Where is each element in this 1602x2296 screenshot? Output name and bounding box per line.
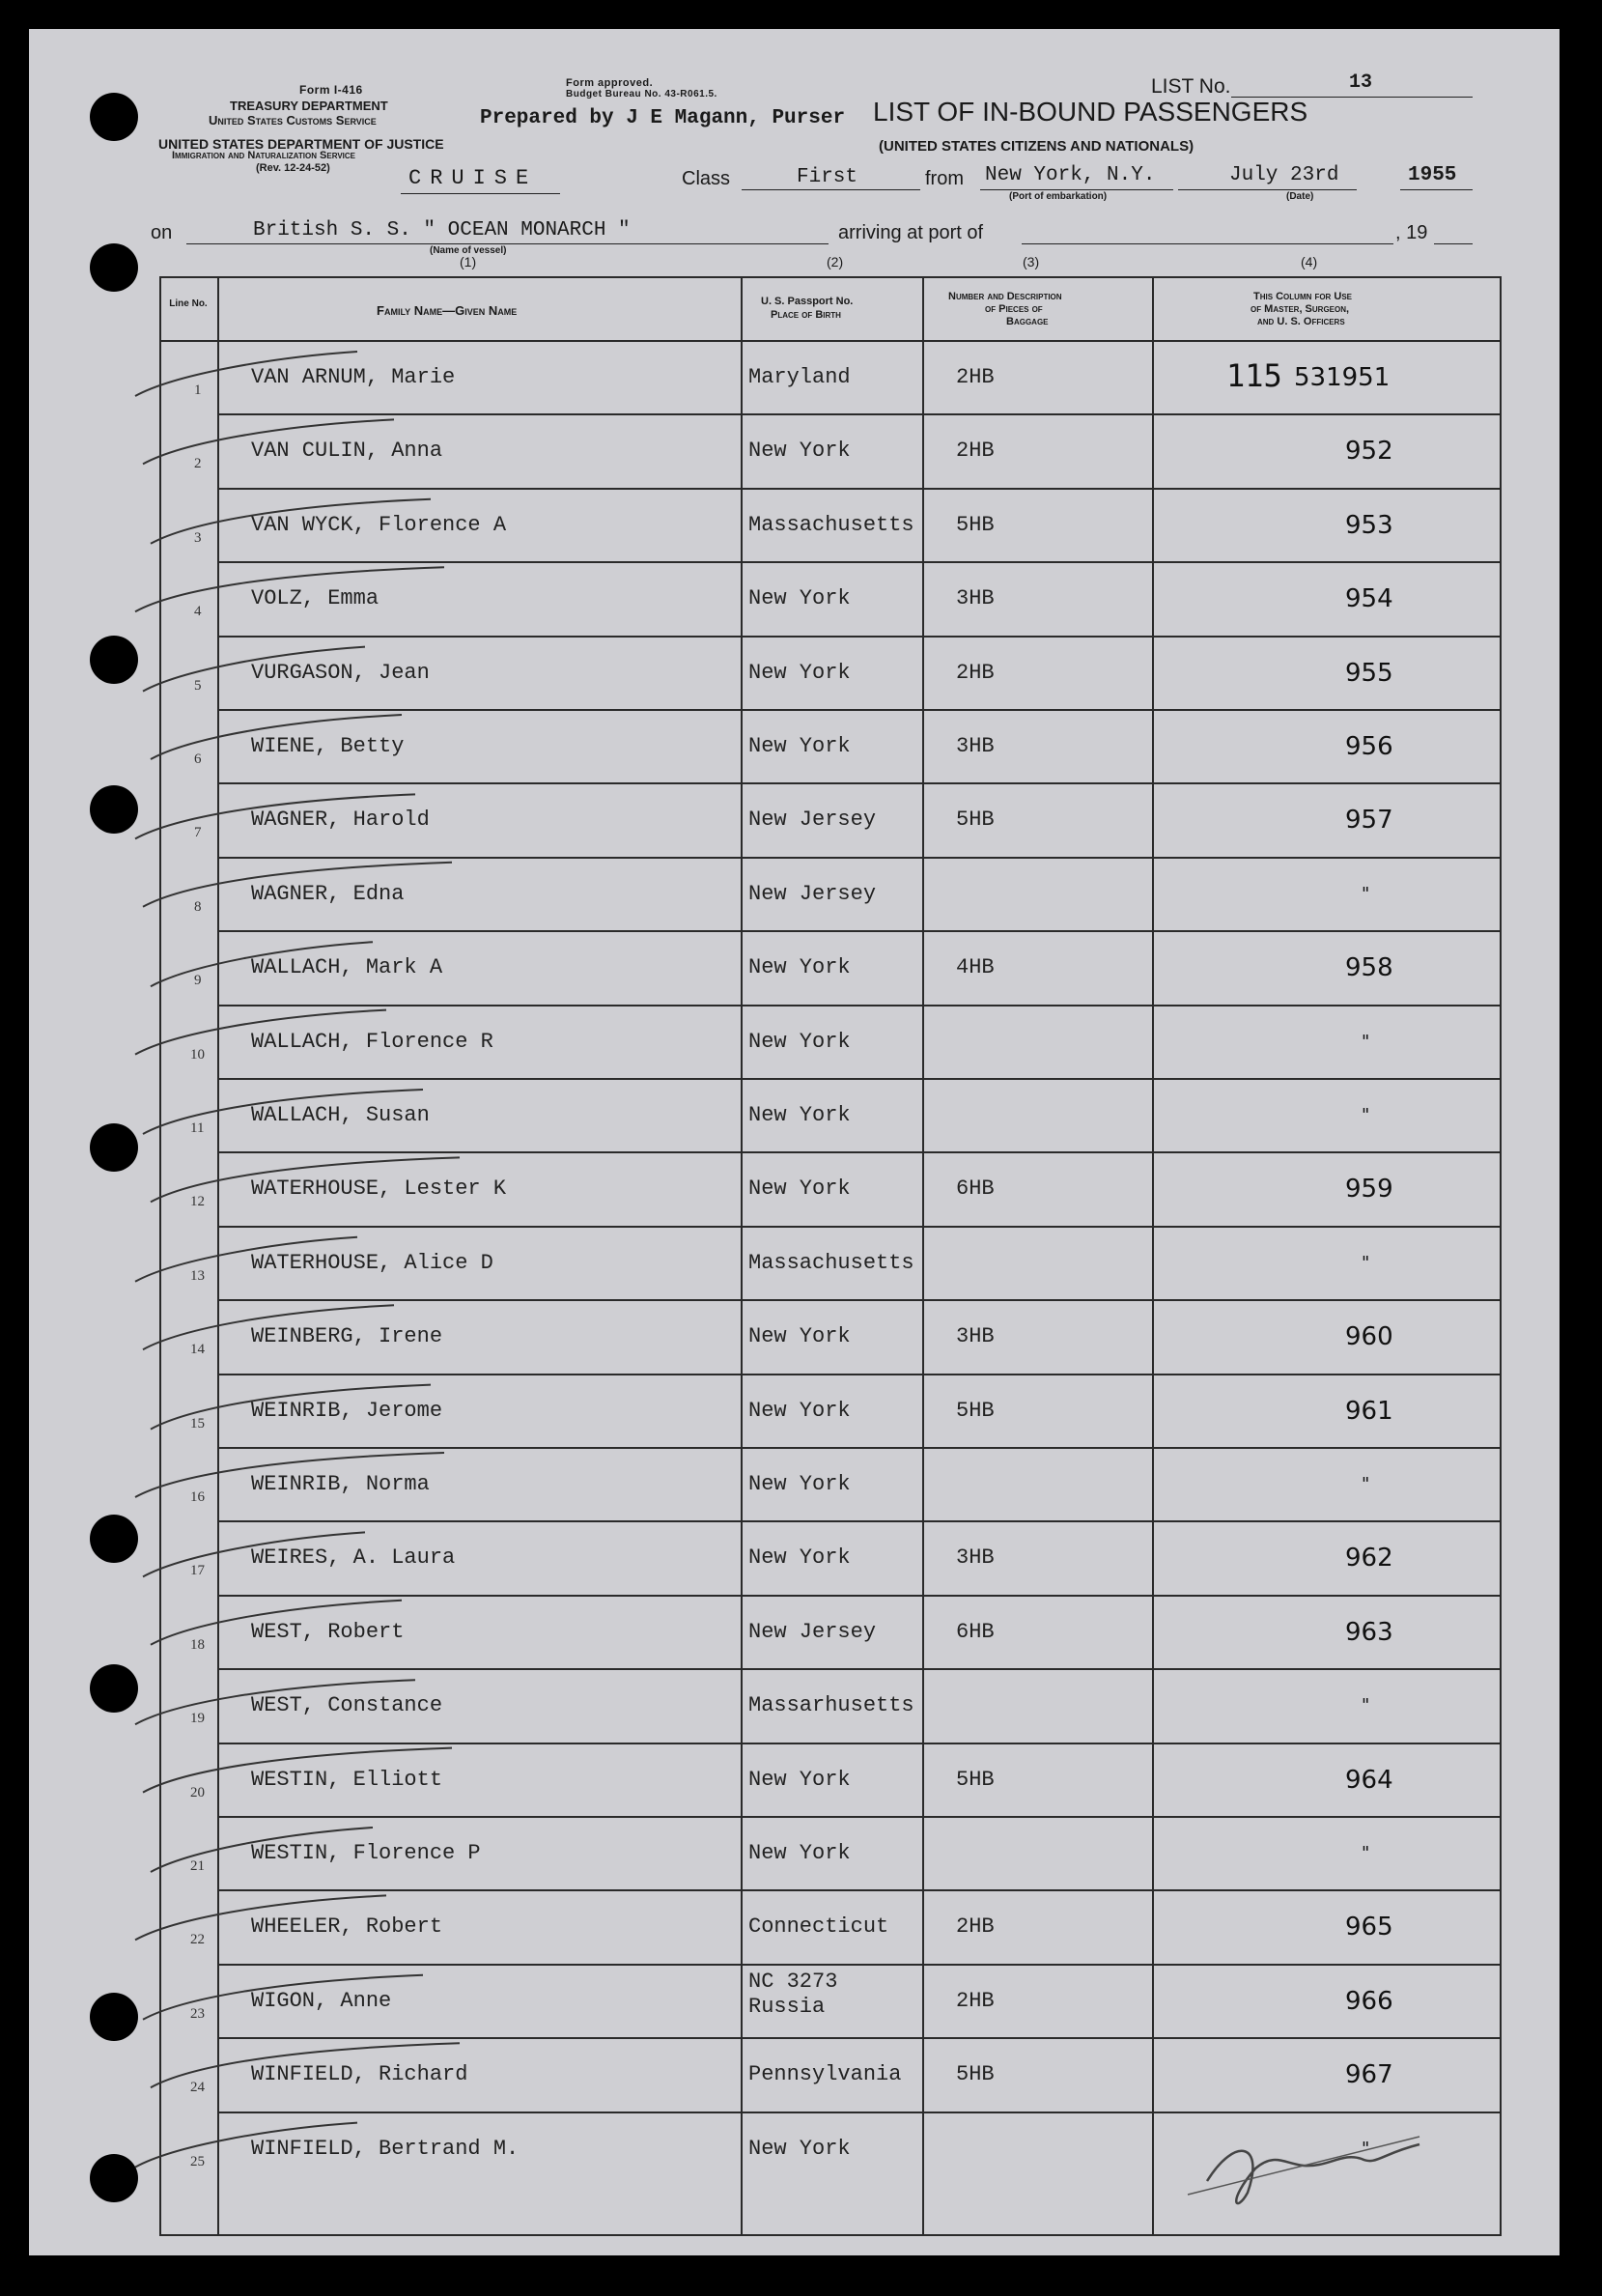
treasury-label: TREASURY DEPARTMENT <box>230 99 388 113</box>
line-number: 4 <box>194 604 202 620</box>
baggage-count: 5HB <box>956 2062 995 2087</box>
baggage-count: 3HB <box>956 1545 995 1571</box>
place-of-birth: New York <box>748 1324 851 1349</box>
officer-number: 959 <box>1345 1175 1393 1205</box>
place-of-birth: Russia <box>748 1994 826 2019</box>
passenger-name: WAGNER, Edna <box>251 881 405 906</box>
line-number: 21 <box>190 1858 205 1874</box>
officer-number: 956 <box>1345 732 1393 761</box>
officer-number: 954 <box>1345 584 1393 614</box>
officer-number: 961 <box>1345 1396 1393 1426</box>
place-of-birth: New York <box>748 2136 851 2161</box>
place-of-birth: New York <box>748 660 851 685</box>
column-number-4: (4) <box>1301 254 1318 269</box>
line-number: 1 <box>194 383 202 398</box>
officer-number: " <box>1362 1843 1370 1863</box>
passenger-name: WINFIELD, Richard <box>251 2062 468 2087</box>
passenger-name: WIGON, Anne <box>251 1988 392 2013</box>
passenger-name: WEST, Robert <box>251 1619 405 1644</box>
line-number: 17 <box>190 1563 205 1579</box>
officer-number: 965 <box>1345 1913 1393 1942</box>
list-subtitle: (UNITED STATES CITIZENS AND NATIONALS) <box>879 138 1194 155</box>
baggage-count: 5HB <box>956 1767 995 1792</box>
place-of-birth: New Jersey <box>748 1619 877 1644</box>
manifest-page <box>29 29 1560 2255</box>
annotation-115: 115 <box>1226 357 1282 394</box>
line-number: 8 <box>194 898 202 915</box>
baggage-count: 2HB <box>956 439 995 464</box>
line-number: 13 <box>190 1267 205 1284</box>
baggage-count: 2HB <box>956 365 995 389</box>
passenger-name: WATERHOUSE, Alice D <box>251 1250 493 1275</box>
officer-number: " <box>1362 883 1370 904</box>
place-of-birth: New York <box>748 1176 851 1202</box>
list-no-value: 13 <box>1349 71 1373 94</box>
line-number: 5 <box>194 677 202 694</box>
officer-number: " <box>1362 1252 1370 1273</box>
arriving-label: arriving at port of <box>838 222 984 243</box>
line-number: 24 <box>190 2080 205 2096</box>
list-no-label: LIST No. <box>1151 75 1231 98</box>
passenger-name: WESTIN, Florence P <box>251 1841 481 1865</box>
justice-label: UNITED STATES DEPARTMENT OF JUSTICE <box>158 136 444 152</box>
form-approval: Form approved. <box>566 77 654 89</box>
class-label: Class <box>682 168 731 189</box>
budget-number: Budget Bureau No. 43-R061.5. <box>566 89 717 99</box>
header-family-name: Family Name—Given Name <box>377 303 518 318</box>
passenger-name: WALLACH, Florence R <box>251 1029 493 1054</box>
port-of-embarkation: New York, N.Y. <box>985 164 1156 186</box>
passenger-name: WHEELER, Robert <box>251 1914 443 1940</box>
officer-number: 957 <box>1345 806 1393 836</box>
port-caption: (Port of embarkation) <box>1009 191 1108 202</box>
place-of-birth: New York <box>748 1472 851 1496</box>
officer-number: " <box>1362 2138 1370 2159</box>
place-of-birth: New Jersey <box>748 808 877 833</box>
passport-number: NC 3273 <box>748 1969 838 1994</box>
passenger-name: WAGNER, Harold <box>251 808 430 833</box>
vessel-caption: (Name of vessel) <box>430 245 507 256</box>
baggage-count: 4HB <box>956 955 995 980</box>
line-number: 6 <box>194 751 202 767</box>
officer-signature <box>29 29 1560 2255</box>
passenger-name: WEINRIB, Jerome <box>251 1398 443 1423</box>
officer-number: 963 <box>1345 1617 1393 1647</box>
passenger-name: WINFIELD, Bertrand M. <box>251 2136 520 2161</box>
header-place-of-birth: Place of Birth <box>771 309 841 321</box>
header-baggage-3: Baggage <box>1006 316 1049 327</box>
line-number: 19 <box>190 1711 205 1727</box>
line-number: 15 <box>190 1415 205 1431</box>
header-officers-2: of Master, Surgeon, <box>1251 303 1350 315</box>
year-value: 1955 <box>1408 164 1457 186</box>
list-title: LIST OF IN-BOUND PASSENGERS <box>873 97 1308 127</box>
header-officers-1: This Column for Use <box>1253 291 1352 302</box>
column-number-2: (2) <box>827 254 844 269</box>
from-label: from <box>925 168 964 189</box>
baggage-count: 3HB <box>956 1324 995 1349</box>
line-number: 18 <box>190 1636 205 1653</box>
line-number: 9 <box>194 973 202 989</box>
officer-number: 964 <box>1345 1765 1393 1795</box>
passenger-name: WEINRIB, Norma <box>251 1472 430 1496</box>
baggage-count: 6HB <box>956 1176 995 1202</box>
place-of-birth: New York <box>748 1767 851 1792</box>
place-of-birth: Massarhusetts <box>748 1693 914 1718</box>
place-of-birth: New York <box>748 734 851 758</box>
baggage-count: 2HB <box>956 1988 995 2013</box>
officer-number: " <box>1362 1105 1370 1125</box>
place-of-birth: Massachusetts <box>748 512 914 537</box>
officer-number: " <box>1362 1695 1370 1716</box>
line-number: 12 <box>190 1194 205 1210</box>
passenger-name: WALLACH, Susan <box>251 1103 430 1127</box>
header-passport: U. S. Passport No. <box>761 296 854 307</box>
passenger-name: WEINBERG, Irene <box>251 1324 443 1349</box>
line-number: 11 <box>190 1120 205 1136</box>
passenger-name: VAN WYCK, Florence A <box>251 512 507 537</box>
place-of-birth: Massachusetts <box>748 1250 914 1275</box>
passenger-name: WATERHOUSE, Lester K <box>251 1176 507 1202</box>
date-value: July 23rd <box>1229 164 1339 186</box>
officer-number: 531951 <box>1294 363 1391 392</box>
date-caption: (Date) <box>1286 191 1314 202</box>
place-of-birth: New Jersey <box>748 881 877 906</box>
line-number: 14 <box>190 1342 205 1358</box>
officer-number: 960 <box>1345 1322 1393 1352</box>
ins-label: Immigration and Naturalization Service <box>172 150 356 161</box>
officer-number: 958 <box>1345 953 1393 983</box>
line-number: 3 <box>194 529 202 546</box>
passenger-name: VAN CULIN, Anna <box>251 439 443 464</box>
officer-number: 952 <box>1345 437 1393 467</box>
officer-number: " <box>1362 1474 1370 1494</box>
column-number-3: (3) <box>1023 254 1040 269</box>
baggage-count: 2HB <box>956 660 995 685</box>
passenger-name: WEST, Constance <box>251 1693 443 1718</box>
line-number: 2 <box>194 456 202 472</box>
place-of-birth: Connecticut <box>748 1914 889 1940</box>
passenger-name: WESTIN, Elliott <box>251 1767 443 1792</box>
place-of-birth: New York <box>748 439 851 464</box>
place-of-birth: New York <box>748 1029 851 1054</box>
place-of-birth: New York <box>748 955 851 980</box>
passenger-name: VOLZ, Emma <box>251 586 379 611</box>
header-baggage-1: Number and Description <box>948 291 1062 302</box>
place-of-birth: New York <box>748 1103 851 1127</box>
officer-number: 962 <box>1345 1544 1393 1573</box>
on-label: on <box>151 222 173 243</box>
line-number: 25 <box>190 2153 205 2169</box>
officer-number: 955 <box>1345 658 1393 688</box>
place-of-birth: New York <box>748 586 851 611</box>
officer-number: 953 <box>1345 510 1393 540</box>
passenger-name: WIENE, Betty <box>251 734 405 758</box>
line-number: 7 <box>194 825 202 841</box>
line-number: 22 <box>190 1932 205 1948</box>
officer-number: 967 <box>1345 2060 1393 2090</box>
prepared-by: Prepared by J E Magann, Purser <box>480 107 846 129</box>
place-of-birth: New York <box>748 1841 851 1865</box>
header-line-no: Line No. <box>169 298 208 309</box>
customs-label: United States Customs Service <box>209 113 377 128</box>
header-baggage-2: of Pieces of <box>985 303 1043 315</box>
line-number: 10 <box>190 1046 205 1063</box>
baggage-count: 5HB <box>956 1398 995 1423</box>
line-number: 23 <box>190 2005 205 2022</box>
place-of-birth: New York <box>748 1398 851 1423</box>
vessel-name: British S. S. " OCEAN MONARCH " <box>253 219 631 241</box>
passenger-name: VAN ARNUM, Marie <box>251 365 456 389</box>
baggage-count: 6HB <box>956 1619 995 1644</box>
form-number: Form I-416 <box>299 83 363 97</box>
baggage-count: 5HB <box>956 808 995 833</box>
place-of-birth: Pennsylvania <box>748 2062 902 2087</box>
place-of-birth: Maryland <box>748 365 851 389</box>
header-officers-3: and U. S. Officers <box>1257 316 1345 327</box>
passenger-name: VURGASON, Jean <box>251 660 430 685</box>
baggage-count: 5HB <box>956 512 995 537</box>
baggage-count: 3HB <box>956 586 995 611</box>
baggage-count: 2HB <box>956 1914 995 1940</box>
passenger-name: WALLACH, Mark A <box>251 955 443 980</box>
baggage-count: 3HB <box>956 734 995 758</box>
cruise-stamp: CRUISE <box>408 166 538 190</box>
officer-number: 966 <box>1345 1986 1393 2016</box>
revision-label: (Rev. 12-24-52) <box>256 162 330 174</box>
class-value: First <box>797 166 858 188</box>
line-number: 20 <box>190 1784 205 1800</box>
officer-number: " <box>1362 1031 1370 1052</box>
arriving-year: , 19 <box>1395 222 1428 243</box>
passenger-name: WEIRES, A. Laura <box>251 1545 456 1571</box>
line-number: 16 <box>190 1489 205 1505</box>
column-number-1: (1) <box>460 254 477 269</box>
place-of-birth: New York <box>748 1545 851 1571</box>
